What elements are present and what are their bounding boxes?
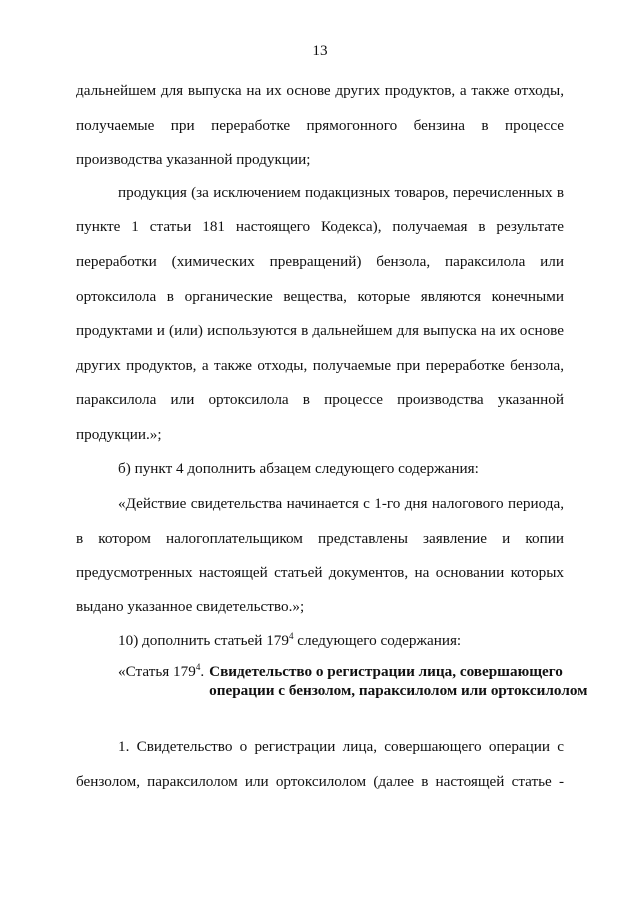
text-line: предусмотренных настоящей статьей документов, на основании которых	[76, 564, 564, 581]
article-title: Свидетельство о регистрации лица, совершающего операции с бензолом, параксилолом или ортоксилолом	[209, 663, 588, 699]
text-line: получаемые при переработке прямогонного бензина в процессе	[76, 117, 564, 134]
item-10-text: 10) дополнить статьей 179	[118, 632, 289, 649]
text-line: продуктами и (или) используются в дальнейшем для выпуска на их основе	[76, 322, 564, 339]
text-line: «Действие свидетельства начинается с 1-го дня налогового периода,	[118, 495, 564, 512]
article-number: «Статья $179^4$.	[118, 662, 205, 680]
text-line: б) пункт 4 дополнить абзацем следующего содержания:	[118, 460, 479, 477]
text-line: переработки (химических превращений) бензола, параксилола или	[76, 253, 564, 270]
item-10-superscript: 4	[289, 631, 294, 641]
text-line: ортоксилола в органические вещества, которые являются конечными	[76, 288, 564, 305]
text-line: выдано указанное свидетельство.»;	[76, 598, 305, 615]
text-line: параксилола или ортоксилола в процессе производства указанной	[76, 391, 564, 408]
text-line: 1. Свидетельство о регистрации лица, совершающего операции с	[118, 738, 564, 755]
item-10-text-tail: следующего содержания:	[293, 632, 462, 649]
text-line: производства указанной продукции;	[76, 151, 311, 168]
article-heading	[118, 662, 598, 700]
article-superscript: 4	[195, 662, 201, 672]
text-line: дальнейшем для выпуска на их основе других продуктов, а также отходы,	[76, 82, 564, 99]
text-line: в котором налогоплательщиком представлены заявление и копии	[76, 530, 564, 547]
text-line: других продуктов, а также отходы, получаемые при переработке бензола,	[76, 357, 564, 374]
text-line: пункте 1 статьи 181 настоящего Кодекса), получаемая в результате	[76, 218, 564, 235]
page-number: 13	[312, 42, 328, 59]
item-10-line	[118, 632, 564, 650]
text-line: продукция (за исключением подакцизных товаров, перечисленных в	[118, 184, 564, 201]
text-line: продукции.»;	[76, 426, 162, 443]
text-line: бензолом, параксилолом или ортоксилолом (далее в настоящей статье -	[76, 773, 564, 790]
